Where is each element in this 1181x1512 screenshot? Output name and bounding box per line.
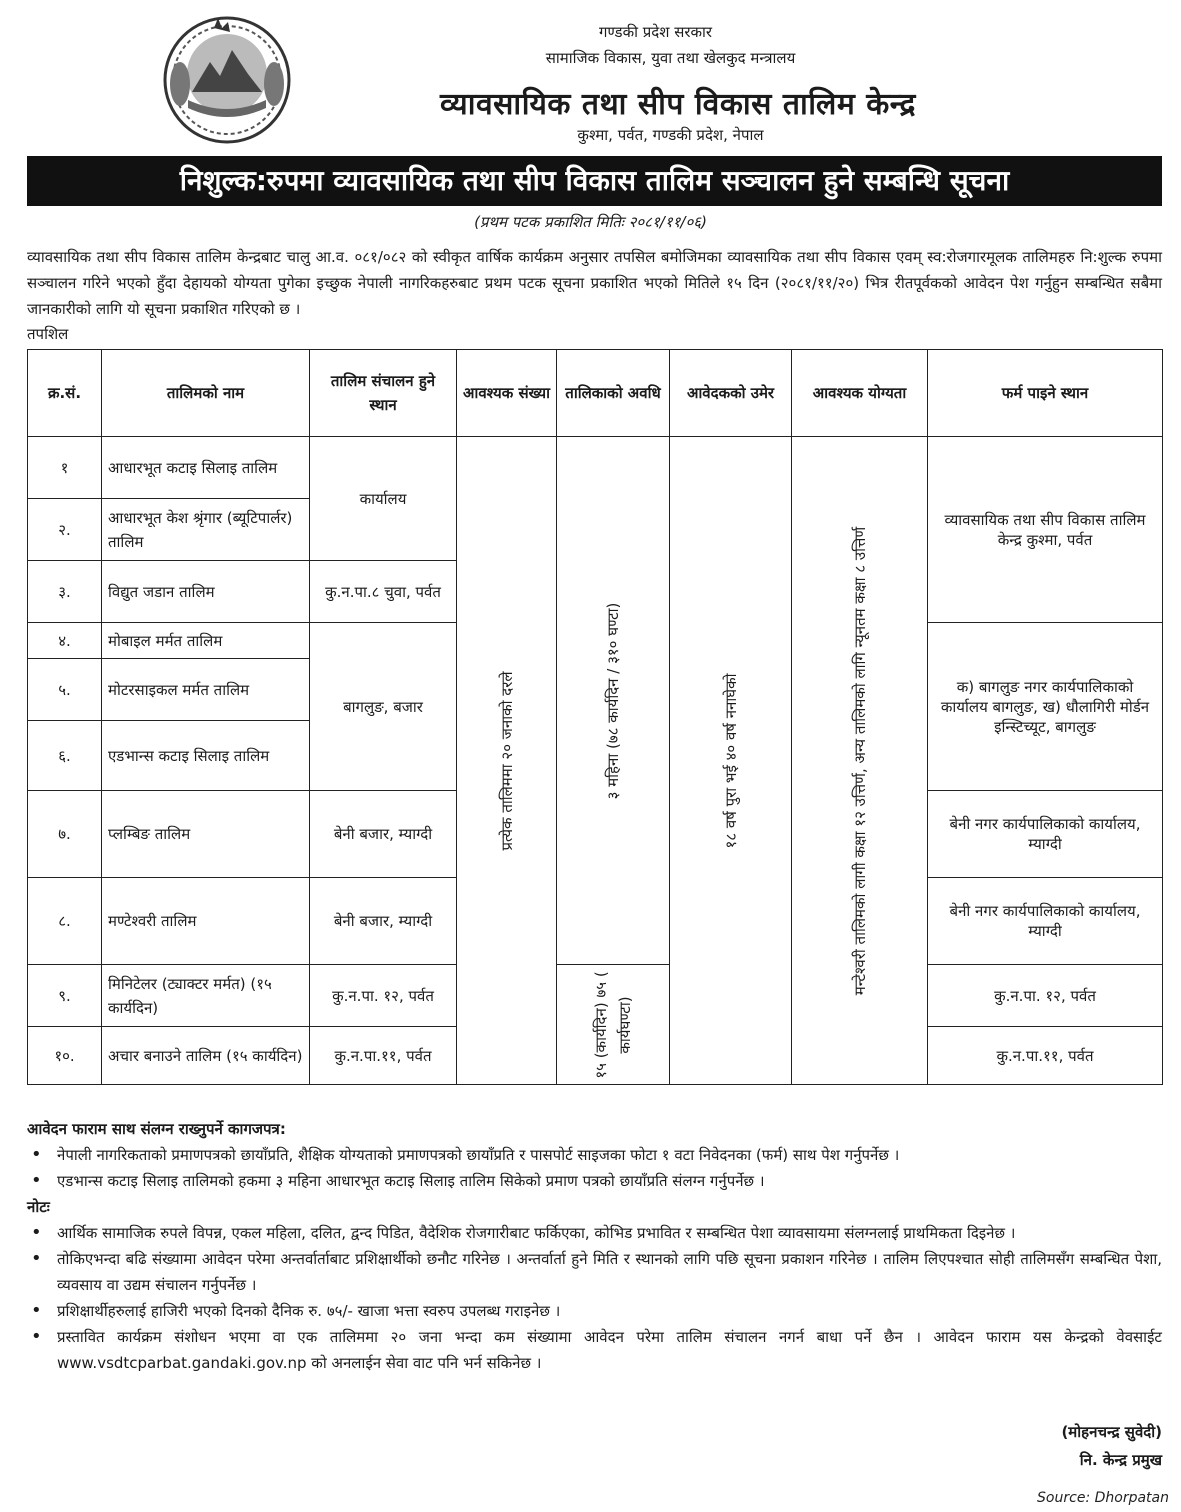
col-header-name: तालिमको नाम [102,350,310,437]
col-header-duration: तालिकाको अवधि [557,350,670,437]
government-name: गण्डकी प्रदेश सरकार [598,23,713,41]
venue-kunapa12: कु.न.पा. १२, पर्वत [310,965,457,1027]
signature-block [1061,1418,1162,1474]
documents-heading: आवेदन फाराम साथ संलग्न राख्नुपर्ने कागजपत्र: [27,1120,286,1138]
form-place-beni: बेनी नगर कार्यपालिकाको कार्यालय, म्याग्दी [928,878,1163,965]
duration-short-cell [557,965,670,1085]
row-sn: ८. [28,878,102,965]
form-place-kunapa12: कु.न.पा. १२, पर्वत [928,965,1163,1027]
list-item: • प्रस्तावित कार्यक्रम संशोधन भएमा वा एक तालिममा २० जना भन्दा कम संख्यामा आवेदन परेमा तालिम संचालन नगर्न बाधा पर्ने छैन । आवेदन फाराम यस केन्द्रको वेवसाईट www.vsdtcparbat.gandaki.gov.np को अनलाईन सेवा वाट पनि भर्न सकिनेछ । [27,1324,1162,1376]
signatory-title: नि. केन्द्र प्रमुख [1079,1451,1162,1469]
venue-office: कार्यालय [310,437,457,561]
publish-date: (प्रथम पटक प्रकाशित मितिः २०८१/११/०६) [474,213,707,231]
qualification-cell [792,437,928,1085]
header [0,0,1181,152]
table-header-row [28,350,1163,437]
venue-baglung: बागलुङ, बजार [310,623,457,791]
source-credit: Source: Dhorpatan [1037,1490,1169,1506]
venue-chuwa: कु.न.पा.८ चुवा, पर्वत [310,561,457,623]
row-sn: ६. [28,721,102,791]
form-place-beni: बेनी नगर कार्यपालिकाको कार्यालय, म्याग्दी [928,791,1163,878]
col-header-venue: तालिम संचालन हुने स्थान [310,350,457,437]
row-training-name: एडभान्स कटाइ सिलाइ तालिम [102,721,310,791]
col-header-qualification: आवश्यक योग्यता [792,350,928,437]
intro-paragraph: व्यावसायिक तथा सीप विकास तालिम केन्द्रबाट चालु आ.व. ०८१/०८२ को स्वीकृत वार्षिक कार्यक्रम अनुसार तपसिल बमोजिमका व्यावसायिक तथा सीप विकास एवम् स्व:रोजगारमूलक तालिमहरु नि:शुल्क रुपमा सञ्चालन गरिने भएको हुँदा देहायको योग्यता पुगेका इच्छुक नेपाली नागरिकहरुबाट प्रथम पटक सूचना प्रकाशित भएको मितिले १५ दिन (२०८१/११/२०) भित्र रीतपूर्वकको आवेदन पेश गर्नुहुन सम्बन्धित सबैमा जानकारीको लागि यो सूचना प्रकाशित गरिएको छ । [27,248,1162,318]
venue-kunapa11: कु.न.पा.११, पर्वत [310,1027,457,1085]
notes-heading: नोटः [27,1198,50,1216]
list-item: • प्रशिक्षार्थीहरुलाई हाजिरी भएको दिनको दैनिक रु. ७५/- खाजा भत्ता स्वरुप उपलब्ध गराइनेछ । [27,1298,1162,1324]
row-sn: १ [28,437,102,499]
notes-list [27,1220,1162,1376]
signatory-name: (मोहनचन्द्र सुवेदी) [1061,1423,1162,1441]
row-sn: ७. [28,791,102,878]
form-place-kunapa11: कु.न.पा.११, पर्वत [928,1027,1163,1085]
training-table [27,349,1163,1085]
row-training-name: विद्युत जडान तालिम [102,561,310,623]
table-row [28,437,1163,499]
venue-beni: बेनी बजार, म्याग्दी [310,878,457,965]
row-training-name: मण्टेश्वरी तालिम [102,878,310,965]
number-required-cell [457,437,557,1085]
row-training-name: प्लम्बिङ तालिम [102,791,310,878]
number-required-text: प्रत्येक तालिममा २० जनाको दरले [497,670,516,851]
venue-beni: बेनी बजार, म्याग्दी [310,791,457,878]
age-cell [670,437,792,1085]
row-training-name: मिनिटेलर (ट्याक्टर मर्मत) (१५ कार्यदिन) [102,965,310,1027]
age-text: १८ वर्ष पुरा भई ४० वर्ष ननाघेको [721,672,740,849]
duration-short-text: १५ (कार्यदिन) ७५ ( कार्यघण्टा) [592,970,634,1079]
qualification-text: मन्टेश्वरी तालिमको लागी कक्षा १२ उत्तिर्ण, अन्य तालिमको लागि न्यूनतम कक्षा ८ उत्तिर्ण [850,526,869,995]
col-header-sn: क्र.सं. [28,350,102,437]
table-row [28,965,1163,1027]
row-sn: २. [28,499,102,561]
row-training-name: मोबाइल मर्मत तालिम [102,623,310,659]
form-place-baglung: क) बागलुङ नगर कार्यपालिकाको कार्यालय बागलुङ, ख) धौलागिरी मोर्डन इन्स्टिच्यूट, बागलुङ [928,623,1163,791]
col-header-number: आवश्यक संख्या [457,350,557,437]
row-training-name: अचार बनाउने तालिम (१५ कार्यदिन) [102,1027,310,1085]
list-item: • आर्थिक सामाजिक रुपले विपन्न, एकल महिला, दलित, द्वन्द पिडित, वैदेशिक रोजगारीबाट फर्किएका, कोभिड प्रभावित र सम्बन्धित पेशा व्यावसायमा संलग्नलाई प्राथमिकता दिइनेछ । [27,1220,1162,1246]
ministry-name: सामाजिक विकास, युवा तथा खेलकुद मन्त्रालय [545,49,796,67]
col-header-form-place: फर्म पाइने स्थान [928,350,1163,437]
list-item: • तोकिएभन्दा बढि संख्यामा आवेदन परेमा अन्तर्वार्ताबाट प्रशिक्षार्थीको छनौट गरिनेछ । अन्तर्वार्ता हुने मिति र स्थानको लागि पछि सूचना प्रकाशन गरिनेछ । तालिम लिएपश्चात सोही तालिमसँग सम्बन्धित पेशा, व्यवसाय वा उद्यम संचालन गर्नुपर्नेछ । [27,1246,1162,1298]
list-item: • नेपाली नागरिकताको प्रमाणपत्रको छायाँप्रति, शैक्षिक योग्यताको प्रमाणपत्रको छायाँप्रति र पासपोर्ट साइजका फोटा १ वटा निवेदनका (फर्म) साथ पेश गर्नुपर्नेछ । [27,1142,1162,1168]
row-sn: ४. [28,623,102,659]
row-sn: ९. [28,965,102,1027]
col-header-age: आवेदकको उमेर [670,350,792,437]
duration-main-cell [557,437,670,965]
row-sn: ३. [28,561,102,623]
row-training-name: आधारभूत कटाइ सिलाइ तालिम [102,437,310,499]
tapsil-label: तपशिल [27,325,69,343]
documents-list [27,1142,1162,1194]
row-training-name: मोटरसाइकल मर्मत तालिम [102,659,310,721]
row-sn: १०. [28,1027,102,1085]
row-sn: ५. [28,659,102,721]
row-training-name: आधारभूत केश श्रृंगार (ब्यूटिपार्लर) तालिम [102,499,310,561]
center-address: कुश्मा, पर्वत, गण्डकी प्रदेश, नेपाल [577,126,764,144]
form-place-center: व्यावसायिक तथा सीप विकास तालिम केन्द्र कुश्मा, पर्वत [928,437,1163,623]
list-item: • एडभान्स कटाइ सिलाइ तालिमको हकमा ३ महिना आधारभूत कटाइ सिलाइ तालिम सिकेको प्रमाण पत्रको छायाँप्रति संलग्न गर्नुपर्नेछ । [27,1168,1162,1194]
notice-title-banner: निशुल्क:रुपमा व्यावसायिक तथा सीप विकास तालिम सञ्चालन हुने सम्बन्धि सूचना [27,156,1162,206]
documents-and-notes [27,1116,1162,1376]
center-name: व्यावसायिक तथा सीप विकास तालिम केन्द्र [440,87,916,122]
duration-main-text: ३ महिना (७८ कार्यदिन / ३१० घण्टा) [604,602,622,799]
